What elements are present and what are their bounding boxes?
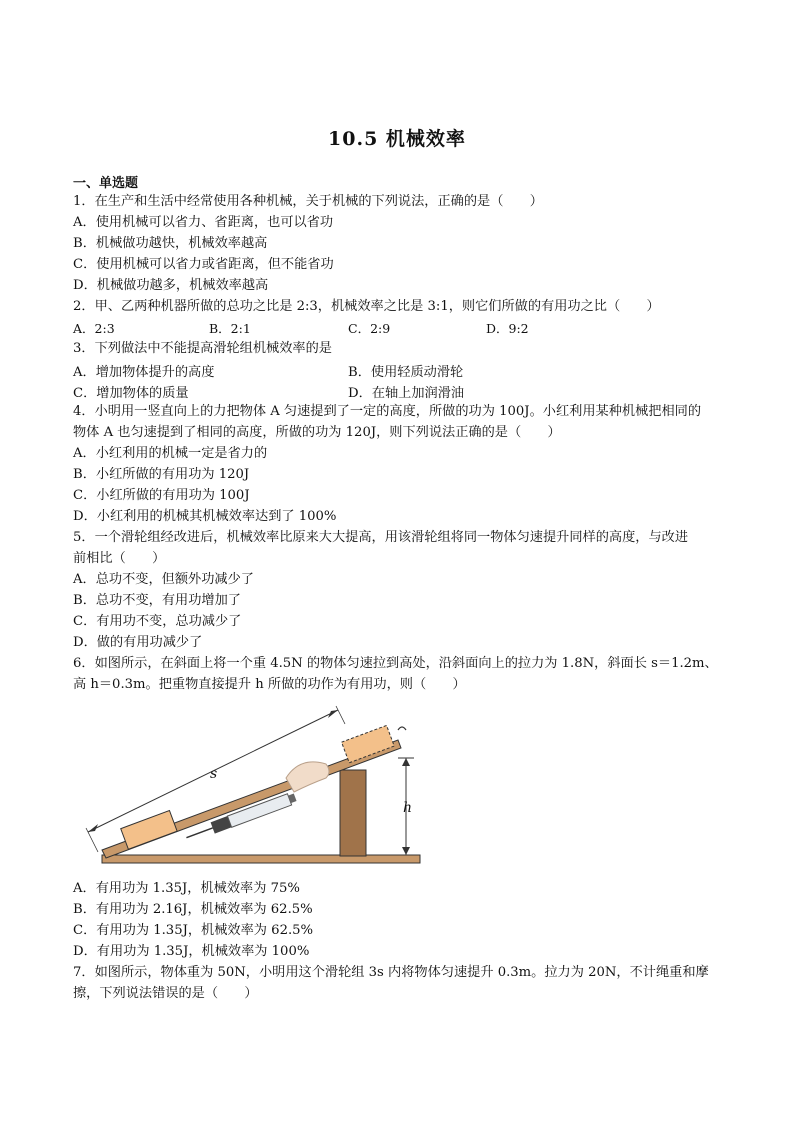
q5-stem-line2: 前相比（ ） [73, 551, 166, 566]
q3-option-a: A．增加物体提升的高度 [73, 365, 215, 380]
q3-option-c: C．增加物体的质量 [73, 386, 189, 401]
q2-option-a: A．2:3 [73, 321, 115, 336]
q3-stem: 3．下列做法中不能提高滑轮组机械效率的是 [73, 341, 332, 356]
q4-stem-line2: 物体 A 也匀速提到了相同的高度，所做的功为 120J，则下列说法正确的是（ ） [73, 425, 561, 440]
q5-option-c: C．有用功不变，总功减少了 [73, 614, 242, 629]
q4-option-d: D．小红利用的机械其机械效率达到了 100% [73, 509, 337, 524]
q4-option-c: C．小红所做的有用功为 100J [73, 488, 250, 503]
q6-option-b: B．有用功为 2.16J，机械效率为 62.5% [73, 902, 313, 917]
q5-option-a: A．总功不变，但额外功减少了 [73, 572, 254, 587]
q2-stem: 2．甲、乙两种机器所做的总功之比是 2:3，机械效率之比是 3:1，则它们所做的有用功之比（ ） [73, 299, 660, 314]
label-h: h [403, 800, 413, 816]
q6-stem-line1: 6．如图所示，在斜面上将一个重 4.5N 的物体匀速拉到高处，沿斜面向上的拉力为 1.8N，斜面长 s＝1.2m、 [73, 656, 718, 671]
incline-figure [68, 700, 428, 872]
q6-stem-line2: 高 h＝0.3m。把重物直接提升 h 所做的功作为有用功，则（ ） [73, 677, 466, 692]
q4-option-a: A．小红利用的机械一定是省力的 [73, 446, 268, 461]
hand [286, 762, 329, 792]
q1-option-c: C．使用机械可以省力或省距离，但不能省功 [73, 257, 334, 272]
q1-option-d: D．机械做功越多，机械效率越高 [73, 278, 269, 293]
section-heading: 一、单选题 [73, 176, 139, 191]
q5-option-b: B．总功不变，有用功增加了 [73, 593, 241, 608]
q1-stem: 1．在生产和生活中经常使用各种机械，关于机械的下列说法，正确的是（ ） [73, 194, 543, 209]
q7-stem-line1: 7．如图所示，物体重为 50N，小明用这个滑轮组 3s 内将物体匀速提升 0.3m。拉力为 20N，不计绳重和摩 [73, 965, 709, 980]
block-bottom [121, 811, 177, 850]
q5-stem-line1: 5．一个滑轮组经改进后，机械效率比原来大大提高，用该滑轮组将同一物体匀速提升同样的高度，与改进 [73, 530, 689, 545]
q6-option-d: D．有用功为 1.35J，机械效率为 100% [73, 944, 310, 959]
q4-option-b: B．小红所做的有用功为 120J [73, 467, 250, 482]
q1-option-a: A．使用机械可以省力、省距离，也可以省功 [73, 215, 334, 230]
q2-option-d: D．9:2 [486, 321, 529, 336]
q3-option-b: B．使用轻质动滑轮 [348, 365, 464, 380]
q5-option-d: D．做的有用功减少了 [73, 635, 203, 650]
hook-top [398, 727, 406, 730]
q1-option-b: B．机械做功越快，机械效率越高 [73, 236, 268, 251]
q3-option-d: D．在轴上加润滑油 [348, 386, 465, 401]
q2-option-b: B．2:1 [209, 321, 251, 336]
page-title: 10.5 机械效率 [328, 128, 466, 150]
support-post [340, 770, 366, 856]
label-s: s [210, 766, 218, 782]
q6-option-c: C．有用功为 1.35J，机械效率为 62.5% [73, 923, 314, 938]
q7-stem-line2: 擦，下列说法错误的是（ ） [73, 986, 258, 1001]
base-board [102, 855, 420, 863]
q6-option-a: A．有用功为 1.35J，机械效率为 75% [73, 881, 300, 896]
q4-stem-line1: 4．小明用一竖直向上的力把物体 A 匀速提到了一定的高度，所做的功为 100J。小红利用某种机械把相同的 [73, 404, 702, 419]
q2-option-c: C．2:9 [348, 321, 391, 336]
